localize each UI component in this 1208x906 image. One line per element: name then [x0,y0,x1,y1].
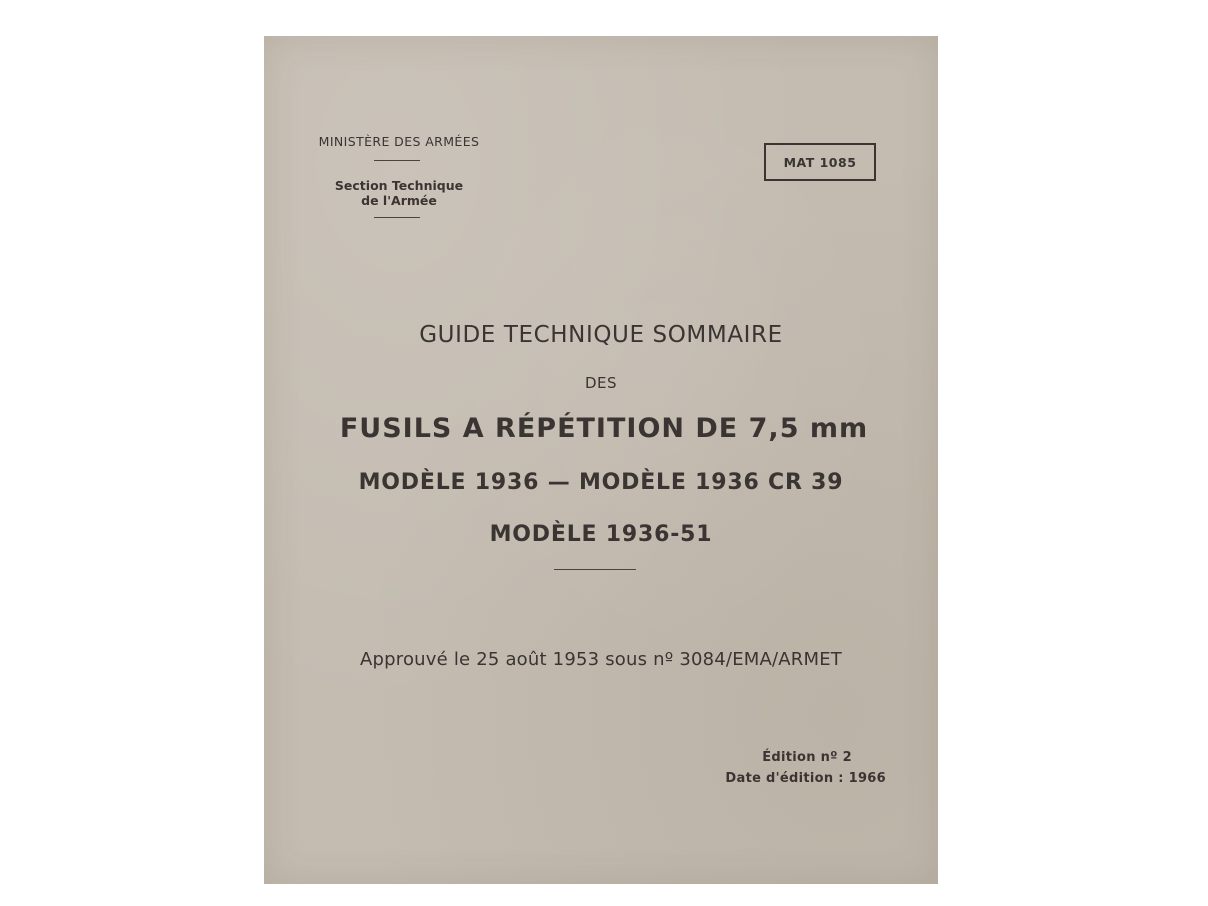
section-line-2: de l'Armée [361,193,437,208]
edition-number: Édition nº 2 [762,750,852,765]
models-line-1: MODÈLE 1936 — MODÈLE 1936 CR 39 [358,470,844,495]
section-line-1: Section Technique [334,178,464,193]
header-divider-top [374,160,420,161]
approval-statement: Approuvé le 25 août 1953 sous nº 3084/EMA/ARMET [359,649,842,670]
section-name [304,178,494,208]
title-connector: DES [584,374,618,392]
document-cover [264,36,938,884]
main-title: FUSILS A RÉPÉTITION DE 7,5 mm [339,413,869,444]
guide-title: GUIDE TECHNIQUE SOMMAIRE [419,322,783,348]
title-divider [554,569,636,570]
models-line-2: MODÈLE 1936-51 [489,522,713,547]
ministry-name: MINISTÈRE DES ARMÉES [318,134,480,149]
edition-date: Date d'édition : 1966 [725,771,886,786]
reference-box: MAT 1085 [764,143,876,181]
header-divider-bottom [374,217,420,218]
